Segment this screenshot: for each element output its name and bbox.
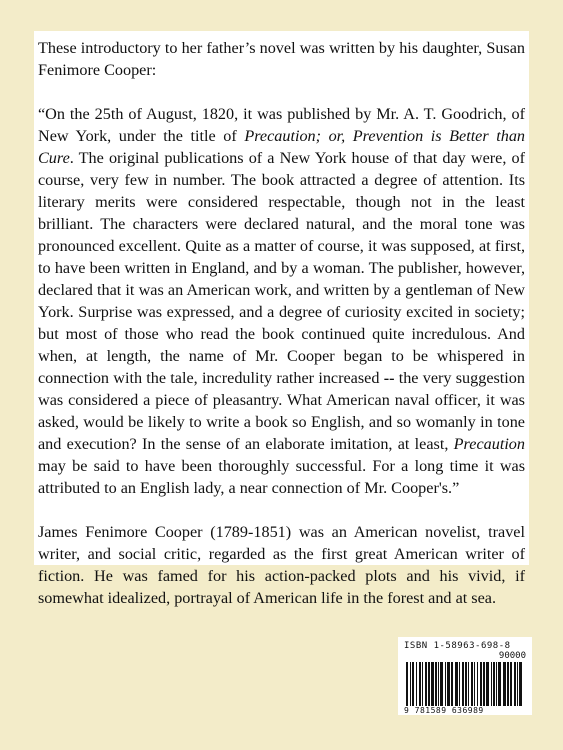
quote-text-2: . The original publications of a New York house of that day were, of course, very few in number. The book attracted a degree of attention. Its literary merits were considered respectable, though not in the least brilliant. The characters were declared natural, and the moral tone was pronounced excellent. Quite as a matter of course, it was supposed, at first, to have been written in England, and by a woman. The publisher, however, declared that it was an American work, and written by a gentleman of New York. Surprise was expressed, and a degree of curiosity excited in society; but most of those who read the book continued quite incredulous. And when, at length, the name of Mr. Cooper began to be whispered in connection with the tale, incredulity rather increased bbox=[38, 149, 525, 387]
isbn-label: ISBN 1-58963-698-8 bbox=[404, 641, 511, 651]
quote-text-1: “On the 25th of August, 1820, it was published by Mr. A. T. Goodrich, of New York, under the title of bbox=[38, 105, 525, 145]
isbn-barcode bbox=[398, 637, 532, 715]
dash: -- bbox=[383, 369, 395, 387]
quote-text-3: the very suggestion was considered a piece of pleasantry. What American naval officer, it was asked, would be likely to write a book so English, and so womanly in tone and execution? In the sense of an elaborate imitation, at least, bbox=[38, 369, 525, 453]
description-panel bbox=[34, 31, 529, 607]
book-title-italic: Precaution; or, Prevention is Better than Cure bbox=[38, 127, 526, 167]
quote-text-4: may be said to have been thoroughly successful. For a long time it was attributed to an English lady, a near connection of Mr. Cooper's.” bbox=[38, 457, 525, 497]
intro-paragraph: These introductory to her father’s novel was written by his daughter, Susan Fenimore Cooper: bbox=[38, 39, 525, 79]
quote-paragraph bbox=[38, 103, 525, 499]
price-code: 90000 bbox=[498, 651, 526, 661]
barcode-bars bbox=[404, 662, 526, 706]
precaution-italic: Precaution bbox=[453, 435, 525, 453]
bio-paragraph: James Fenimore Cooper (1789-1851) was an American novelist, travel writer, and social critic, regarded as the first great American writer of fiction. He was famed for his action-packed plots and his vivid, if somewhat idealized, portrayal of American life in the forest and at sea. bbox=[38, 523, 525, 607]
ean-digits: 9 781589 636989 bbox=[404, 706, 484, 715]
